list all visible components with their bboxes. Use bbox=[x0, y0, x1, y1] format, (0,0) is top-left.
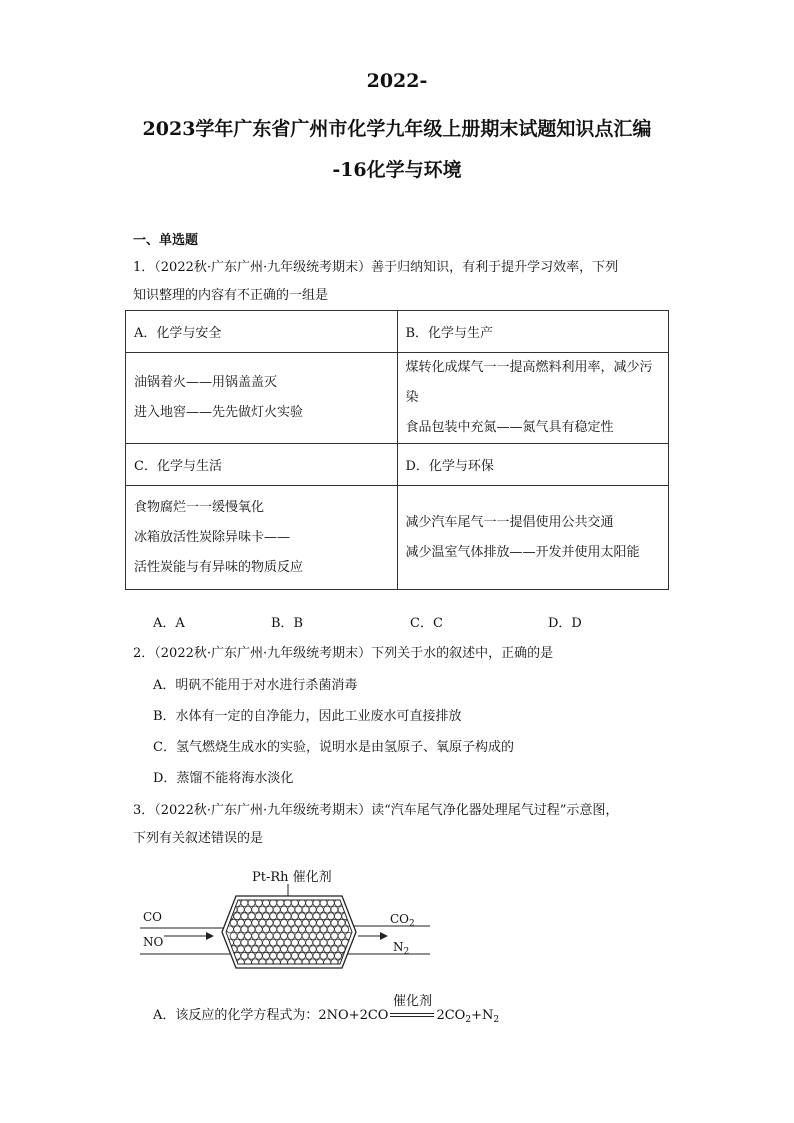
catalyst-bead bbox=[270, 900, 277, 907]
q1-table bbox=[125, 310, 669, 590]
catalyst-bead bbox=[263, 952, 270, 959]
q3-option-a[interactable] bbox=[153, 994, 500, 1025]
catalyst-bead bbox=[302, 919, 309, 926]
catalyst-bead bbox=[338, 919, 345, 926]
page-title-line-2: 2023学年广东省广州市化学九年级上册期末试题知识点汇编 bbox=[142, 118, 652, 140]
catalyst-bead bbox=[345, 959, 352, 966]
catalyst-bead bbox=[241, 913, 248, 920]
catalyst-bead bbox=[270, 952, 277, 959]
output-arrow-head bbox=[380, 932, 388, 940]
catalyst-bead bbox=[266, 919, 273, 926]
catalyst-bead bbox=[291, 952, 298, 959]
catalyst-bead bbox=[299, 913, 306, 920]
catalyst-bead bbox=[281, 919, 288, 926]
q2-stem: 2．（2022秋·广东广州·九年级统考期末）下列关于水的叙述中，正确的是 bbox=[133, 646, 554, 661]
input-no-label: NO bbox=[143, 935, 164, 949]
catalyst-bead bbox=[248, 939, 255, 946]
catalyst-bead bbox=[324, 906, 331, 913]
catalyst-bead bbox=[313, 926, 320, 933]
catalyst-bead bbox=[291, 939, 298, 946]
catalyst-bead bbox=[313, 952, 320, 959]
output-n2-subscript: 2 bbox=[403, 947, 410, 957]
cell-c-line: 食物腐烂一一缓慢氧化 bbox=[134, 499, 265, 515]
catalyst-bead bbox=[327, 900, 334, 907]
q2-option-d[interactable]: D．蒸馏不能将海水淡化 bbox=[153, 771, 294, 786]
catalyst-bead bbox=[331, 906, 338, 913]
catalyst-bead bbox=[317, 933, 324, 940]
catalyst-bead bbox=[291, 926, 298, 933]
catalyst-bead bbox=[309, 906, 316, 913]
cell-d-head: D．化学与环保 bbox=[397, 444, 669, 486]
q2-option-c[interactable]: C．氢气燃烧生成水的实验，说明水是由氢原子、氧原子构成的 bbox=[153, 740, 514, 755]
q2-option-a[interactable]: A．明矾不能用于对水进行杀菌消毒 bbox=[153, 678, 358, 693]
page-title-line-1: 2022- bbox=[366, 70, 428, 92]
catalyst-bead bbox=[237, 946, 244, 953]
q3-option-a-product-sub: 2 bbox=[465, 1015, 472, 1025]
q3-option-a-product: 2CO bbox=[436, 1008, 466, 1023]
catalyst-bead bbox=[299, 900, 306, 907]
catalyst-bead bbox=[252, 933, 259, 940]
catalyst-bead bbox=[327, 926, 334, 933]
catalyst-bead bbox=[342, 926, 349, 933]
catalyst-bead bbox=[331, 933, 338, 940]
cell-c-head: C．化学与生活 bbox=[126, 444, 398, 486]
cell-a-line: 油锅着火——用锅盖盖灭 bbox=[134, 375, 278, 390]
catalyst-bead bbox=[313, 939, 320, 946]
catalyst-bead bbox=[255, 900, 262, 907]
input-co-label: CO bbox=[143, 910, 163, 924]
catalyst-bead bbox=[331, 946, 338, 953]
catalyst-bead bbox=[259, 919, 266, 926]
q3-option-a-prefix: A．该反应的化学方程式为：2NO+2CO bbox=[153, 1008, 389, 1023]
converter-drawing bbox=[140, 862, 440, 972]
q3-stem-line-2: 下列有关叙述错误的是 bbox=[133, 831, 264, 846]
catalyst-bead bbox=[270, 926, 277, 933]
catalyst-bead bbox=[255, 952, 262, 959]
catalyst-bead bbox=[252, 906, 259, 913]
catalyst-bead bbox=[263, 900, 270, 907]
catalyst-bead bbox=[320, 952, 327, 959]
catalyst-bead bbox=[335, 952, 342, 959]
reaction-condition-text: 催化剂 bbox=[392, 994, 432, 1009]
catalyst-bead bbox=[306, 939, 313, 946]
catalyst-bead bbox=[277, 952, 284, 959]
catalyst-bead bbox=[302, 906, 309, 913]
cell-a-head: A．化学与安全 bbox=[126, 311, 398, 353]
catalyst-bead bbox=[320, 900, 327, 907]
catalyst-bead bbox=[281, 906, 288, 913]
catalyst-bead bbox=[241, 952, 248, 959]
catalyst-bead bbox=[324, 919, 331, 926]
output-n2-text: N bbox=[393, 940, 404, 954]
catalyst-bead bbox=[281, 946, 288, 953]
catalyst-bead bbox=[277, 900, 284, 907]
catalyst-bead bbox=[273, 946, 280, 953]
catalyst-bead bbox=[241, 900, 248, 907]
catalyst-bead bbox=[338, 946, 345, 953]
catalyst-bead bbox=[248, 913, 255, 920]
cell-b-line: 食品包装中充氮——氮气具有稳定性 bbox=[405, 420, 614, 435]
catalyst-bead bbox=[302, 933, 309, 940]
output-co2-text: CO bbox=[390, 912, 410, 926]
catalyst-bead bbox=[245, 946, 252, 953]
cell-c-body bbox=[126, 486, 398, 590]
catalyst-bead bbox=[252, 946, 259, 953]
catalyst-bead bbox=[241, 939, 248, 946]
cell-c-line: 活性炭能与有异味的物质反应 bbox=[134, 559, 304, 575]
catalyst-bead bbox=[259, 933, 266, 940]
catalyst-bead bbox=[270, 939, 277, 946]
catalyst-bead bbox=[259, 906, 266, 913]
q1-option-b[interactable]: B．B bbox=[271, 616, 304, 631]
catalyst-bead bbox=[277, 926, 284, 933]
cell-b-body bbox=[397, 353, 669, 444]
catalyst-bead bbox=[263, 913, 270, 920]
catalyst-bead bbox=[230, 933, 237, 940]
catalyst-bead bbox=[309, 919, 316, 926]
catalyst-bead bbox=[234, 939, 241, 946]
catalyst-bead bbox=[252, 919, 259, 926]
catalyst-bead bbox=[270, 913, 277, 920]
catalyst-bead bbox=[306, 926, 313, 933]
catalyst-bead bbox=[245, 906, 252, 913]
q1-option-c[interactable]: C．C bbox=[410, 616, 443, 631]
catalyst-bead bbox=[234, 913, 241, 920]
cell-c-line: 冰箱放活性炭除异味卡—— bbox=[134, 529, 291, 545]
q2-option-b[interactable]: B．水体有一定的自净能力，因此工业废水可直接排放 bbox=[153, 709, 462, 724]
catalyst-bead bbox=[288, 946, 295, 953]
catalyst-bead bbox=[309, 946, 316, 953]
catalyst-bead bbox=[299, 926, 306, 933]
catalyst-bead bbox=[317, 906, 324, 913]
catalyst-bead bbox=[327, 939, 334, 946]
cell-a-line: 进入地窖——先先做灯火实验 bbox=[134, 405, 304, 420]
catalyst-bead bbox=[324, 933, 331, 940]
catalyst-bead bbox=[284, 952, 291, 959]
q3-stem-line-1: 3．（2022秋·广东广州·九年级统考期末）读“汽车尾气净化器处理尾气过程”示意图， bbox=[133, 803, 619, 818]
catalyst-bead bbox=[309, 933, 316, 940]
catalyst-bead bbox=[241, 926, 248, 933]
catalyst-bead bbox=[245, 919, 252, 926]
catalyst-bead bbox=[317, 946, 324, 953]
catalyst-bead bbox=[295, 906, 302, 913]
section-heading: 一、单选题 bbox=[133, 233, 199, 248]
catalyst-bead bbox=[320, 926, 327, 933]
equals-double-line bbox=[390, 1013, 434, 1017]
catalyst-bead bbox=[273, 933, 280, 940]
catalyst-bead bbox=[324, 946, 331, 953]
catalyst-bead bbox=[266, 933, 273, 940]
catalyst-bead bbox=[255, 926, 262, 933]
catalyst-bead bbox=[237, 919, 244, 926]
catalyst-bead bbox=[327, 952, 334, 959]
catalyst-bead bbox=[335, 926, 342, 933]
cell-d-line: 减少温室气体排放——开发并使用太阳能 bbox=[405, 544, 640, 560]
catalyst-bead bbox=[284, 939, 291, 946]
catalyst-bead bbox=[255, 939, 262, 946]
q1-stem-line-1: 1．（2022秋·广东广州·九年级统考期末）善于归纳知识，有利于提升学习效率，下列 bbox=[133, 260, 619, 275]
catalyst-bead bbox=[284, 900, 291, 907]
catalyst-bead bbox=[288, 906, 295, 913]
catalyst-bead bbox=[248, 900, 255, 907]
catalyst-bead bbox=[263, 926, 270, 933]
catalyst-bead bbox=[277, 939, 284, 946]
catalyst-bead bbox=[284, 913, 291, 920]
catalyst-bead bbox=[306, 952, 313, 959]
catalyst-bead bbox=[335, 913, 342, 920]
catalytic-converter-diagram bbox=[140, 862, 440, 972]
catalyst-bead bbox=[317, 919, 324, 926]
cell-d-line: 减少汽车尾气一一提倡使用公共交通 bbox=[405, 514, 614, 530]
catalyst-bead bbox=[263, 939, 270, 946]
catalyst-bead bbox=[288, 919, 295, 926]
q1-stem-line-2: 知识整理的内容有不正确的一组是 bbox=[133, 288, 329, 303]
page-title-line-3: -16化学与环境 bbox=[332, 159, 462, 181]
catalyst-bead bbox=[281, 933, 288, 940]
catalyst-bead bbox=[306, 913, 313, 920]
catalyst-bead bbox=[313, 900, 320, 907]
catalyst-label: Pt-Rh 催化剂 bbox=[252, 870, 332, 885]
catalyst-beads bbox=[227, 900, 353, 966]
input-arrow-head bbox=[206, 932, 214, 940]
catalyst-bead bbox=[295, 933, 302, 940]
catalyst-bead bbox=[248, 926, 255, 933]
catalyst-bead bbox=[335, 939, 342, 946]
catalyst-bead bbox=[320, 939, 327, 946]
catalyst-bead bbox=[291, 913, 298, 920]
catalyst-bead bbox=[277, 913, 284, 920]
catalyst-bead bbox=[266, 906, 273, 913]
catalyst-bead bbox=[299, 952, 306, 959]
catalyst-bead bbox=[327, 913, 334, 920]
catalyst-bead bbox=[230, 919, 237, 926]
catalyst-bead bbox=[288, 933, 295, 940]
cell-a-body bbox=[126, 353, 398, 444]
catalyst-bead bbox=[273, 906, 280, 913]
catalyst-bead bbox=[295, 946, 302, 953]
catalyst-bead bbox=[313, 913, 320, 920]
catalyst-bead bbox=[234, 926, 241, 933]
output-co2-subscript: 2 bbox=[409, 919, 415, 929]
catalyst-bead bbox=[284, 926, 291, 933]
cell-d-body bbox=[397, 486, 669, 590]
catalyst-bead bbox=[248, 952, 255, 959]
catalyst-bead bbox=[320, 913, 327, 920]
catalyst-bead bbox=[295, 919, 302, 926]
catalyst-bead bbox=[259, 946, 266, 953]
catalyst-bead bbox=[237, 906, 244, 913]
q3-option-a-plus: +N bbox=[471, 1008, 494, 1023]
catalyst-bead bbox=[331, 919, 338, 926]
cell-b-head: B．化学与生产 bbox=[397, 311, 669, 353]
catalyst-bead bbox=[291, 900, 298, 907]
q3-option-a-plus-sub: 2 bbox=[493, 1015, 500, 1025]
catalyst-bead bbox=[306, 900, 313, 907]
catalyst-bead bbox=[302, 946, 309, 953]
catalyst-bead bbox=[255, 913, 262, 920]
q1-option-d[interactable]: D．D bbox=[548, 616, 582, 631]
catalyst-bead bbox=[273, 919, 280, 926]
catalyst-bead bbox=[299, 939, 306, 946]
catalyst-bead bbox=[266, 946, 273, 953]
q1-option-a[interactable]: A．A bbox=[153, 616, 185, 631]
cell-b-line: 煤转化成煤气一一提高燃料利用率，减少污染 bbox=[405, 360, 653, 405]
catalyst-bead bbox=[245, 933, 252, 940]
catalyst-bead bbox=[237, 933, 244, 940]
catalyst-bead bbox=[338, 933, 345, 940]
